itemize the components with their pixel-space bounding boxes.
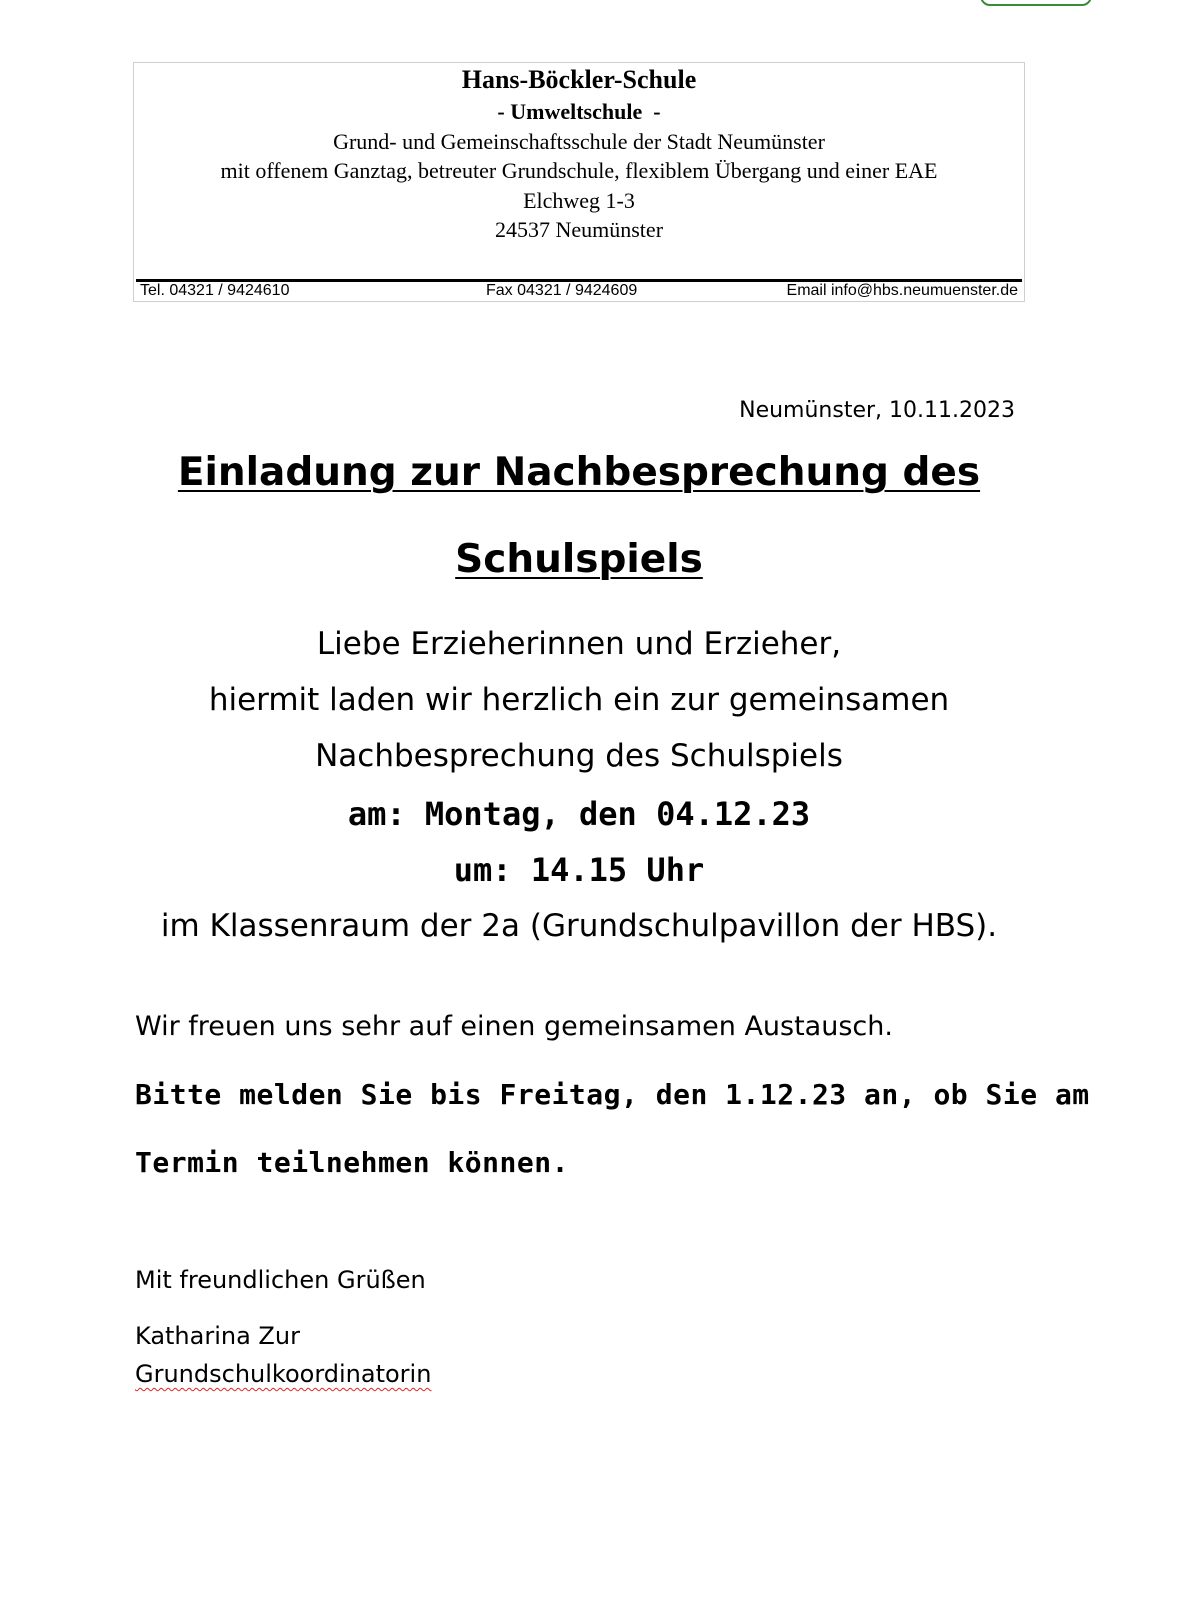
salutation: Mit freundlichen Grüßen xyxy=(135,1266,426,1294)
meeting-date: am: Montag, den 04.12.23 xyxy=(347,795,811,833)
meeting-location: im Klassenraum der 2a (Grundschulpavillon der HBS). xyxy=(160,908,998,944)
rsvp-line-2: Termin teilnehmen können. xyxy=(135,1146,569,1179)
contact-email: Email info@hbs.neumuenster.de xyxy=(786,282,1018,299)
letterhead xyxy=(133,62,1025,302)
closing-text: Wir freuen uns sehr auf einen gemeinsamen Austausch. xyxy=(135,1011,893,1042)
signer-name: Katharina Zur xyxy=(135,1322,300,1350)
letter-title-line-1: Einladung zur Nachbesprechung des xyxy=(177,450,981,495)
top-corner-tab xyxy=(980,0,1092,6)
letter-date: Neumünster, 10.11.2023 xyxy=(739,398,1015,423)
school-city: 24537 Neumünster xyxy=(494,217,664,242)
school-features: mit offenem Ganztag, betreuter Grundschule, flexiblem Übergang und einer EAE xyxy=(220,158,938,183)
invite-line-2: Nachbesprechung des Schulspiels xyxy=(315,738,843,774)
school-description: Grund- und Gemeinschaftsschule der Stadt Neumünster xyxy=(333,129,825,154)
invite-line-1: hiermit laden wir herzlich ein zur gemeinsamen xyxy=(208,682,950,718)
school-street: Elchweg 1-3 xyxy=(523,188,635,213)
contact-fax: Fax 04321 / 9424609 xyxy=(486,282,638,299)
school-name: Hans-Böckler-Schule xyxy=(461,65,697,94)
contact-tel: Tel. 04321 / 9424610 xyxy=(140,282,290,299)
meeting-time: um: 14.15 Uhr xyxy=(453,851,705,889)
rsvp-line-1: Bitte melden Sie bis Freitag, den 1.12.23 an, ob Sie am xyxy=(135,1078,1090,1111)
school-subtitle: - Umweltschule - xyxy=(497,99,661,124)
signer-role: Grundschulkoordinatorin xyxy=(135,1360,432,1388)
greeting: Liebe Erzieherinnen und Erzieher, xyxy=(316,626,842,662)
letter-title-line-2: Schulspiels xyxy=(455,537,703,582)
